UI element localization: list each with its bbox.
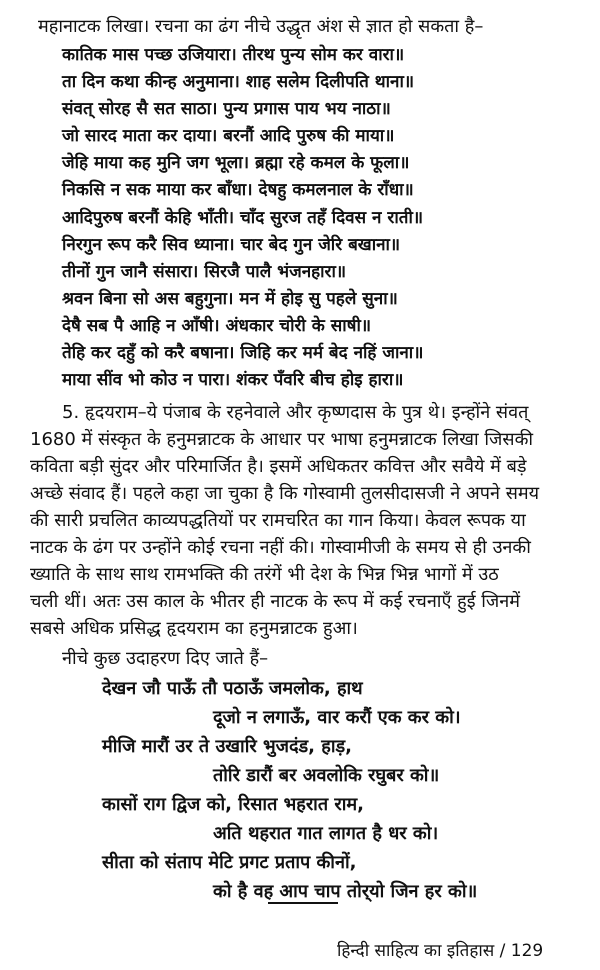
verse-line-text: निकसि न सक माया कर बाँधा। देषहु कमलनाल के राँधा॥ [62, 180, 414, 201]
verse-line-text: देषै सब पै आहि न आँषी। अंधकार चोरी के साषी॥ [62, 315, 372, 336]
verse-line [62, 42, 546, 69]
verse-line [62, 177, 546, 204]
intro-line: महानाटक लिखा। रचना का ढंग नीचे उद्धृत अंश से ज्ञात हो सकता है– [38, 16, 484, 37]
verse-line-text: कातिक मास पच्छ उजियारा। तीरथ पुन्य सोम कर वारा॥ [62, 45, 405, 65]
page-footer: हिन्दी साहित्य का इतिहास / 129 [337, 941, 544, 961]
examples-intro: नीचे कुछ उदाहरण दिए जाते हैं– [62, 648, 269, 669]
poem-line: सीता को संताप मेटि प्रगट प्रताप कीनों, [102, 852, 357, 873]
verse-line-text: जेहि माया कह मुनि जग भूला। ब्रह्मा रहे कमल के फूला॥ [62, 153, 410, 174]
verse-line [62, 69, 546, 96]
verse-line [62, 96, 546, 123]
verse-line-text: माया सींव भो कोउ न पारा। शंकर पँवरि बीच होइ हारा॥ [62, 370, 404, 391]
paragraph-line: की सारी प्रचलित काव्यपद्धतियों पर रामचरित का गान किया। केवल रूपक या [30, 510, 526, 531]
poem-line: देखन जौ पाऊँ तौ पठाऊँ जमलोक, हाथ [102, 678, 363, 699]
poem-line: अति थहरात गात लागत है धर को। [213, 823, 439, 844]
section-divider [268, 902, 338, 904]
paragraph-line: ख्याति के साथ साथ रामभक्ति की तरंगें भी देश के भिन्न भिन्न भागों में उठ [30, 564, 499, 585]
paragraph-line: सबसे अधिक प्रसिद्ध हृदयराम का हनुमन्नाटक हुआ। [30, 618, 358, 639]
poem-line: दूजो न लगाऊँ, वार करौं एक कर को। [213, 707, 461, 728]
verse-line-text: आदिपुरुष बरनौं केहि भाँती। चाँद सुरज तहँ दिवस न राती॥ [62, 207, 424, 228]
paragraph-line: अच्छे संवाद हैं। पहले कहा जा चुका है कि गोस्वामी तुलसीदासजी ने अपने समय [30, 483, 540, 504]
paragraph-line: 1680 में संस्कृत के हनुमन्नाटक के आधार पर भाषा हनुमन्नाटक लिखा जिसकी [30, 429, 534, 450]
paragraph-line: कविता बड़ी सुंदर और परिमार्जित है। इसमें अधिकतर कवित्त और सवैये में बड़े [30, 456, 527, 477]
paragraph-line: चली थीं। अतः उस काल के भीतर ही नाटक के रूप में कई रचनाएँ हुई जिनमें [30, 591, 521, 612]
verse-line [62, 259, 546, 286]
verse-line [62, 367, 546, 394]
poem-line: कासों राग द्विज को, रिसात भहरात राम, [102, 794, 365, 815]
verse-line-text: निरगुन रूप करै सिव ध्याना। चार बेद गुन जेरि बखाना॥ [62, 234, 401, 255]
verse-line-text: ता दिन कथा कीन्ह अनुमाना। शाह सलेम दिलीपति थाना॥ [62, 72, 415, 93]
verse-line [62, 286, 546, 313]
verse-line-text: संवत् सोरह सै सत साठा। पुन्य प्रगास पाय भय नाठा॥ [62, 99, 391, 120]
verse-line [62, 232, 546, 259]
verse-line-text: तीनों गुन जानै संसारा। सिरजै पालै भंजनहारा॥ [62, 261, 347, 282]
paragraph-line: नाटक के ढंग पर उन्होंने कोई रचना नहीं की। गोस्वामीजी के समय से ही उनकी [30, 537, 531, 558]
verse-line [62, 150, 546, 177]
verse-line-text: जो सारद माता कर दाया। बरनौं आदि पुरुष की माया॥ [62, 126, 395, 147]
verse-line-text: श्रवन बिना सो अस बहुगुना। मन में होइ सु पहले सुना॥ [62, 288, 398, 309]
verse-line [62, 313, 546, 340]
paragraph-line: 5. हृदयराम–ये पंजाब के रहनेवाले और कृष्णदास के पुत्र थे। इन्होंने संवत् [62, 402, 529, 423]
poem-line: को है वह आप चाप तोर्‌यो जिन हर को॥ [213, 881, 478, 902]
poem-line: तोरि डारौं बर अवलोकि रघुबर को॥ [213, 765, 440, 786]
poem-line: मीजि मारौं उर ते उखारि भुजदंड, हाड़, [102, 736, 352, 757]
verse-block [62, 42, 546, 394]
verse-line [62, 123, 546, 150]
verse-line [62, 340, 546, 367]
verse-line [62, 205, 546, 232]
verse-line-text: तेहि कर दहुँ को करै बषाना। जिहि कर मर्म बेद नहिं जाना॥ [62, 343, 424, 364]
